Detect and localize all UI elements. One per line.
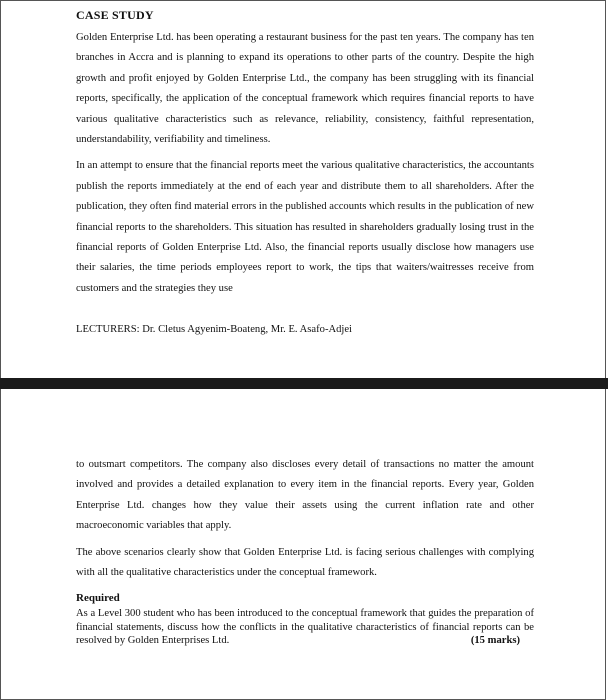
- paragraph-company-background: Golden Enterprise Ltd. has been operating a restaurant business for the past ten years. The company has ten branches in Accra and is planning to expand its operations to other parts of the country. Despite the high growth and profit enjoyed by Golden Enterprise Ltd., the company has been struggling with its financial reports, specifically, the application of the conceptual framework which requires financial reports to have various qualitative characteristics such as relevance, reliability, consistency, faithful representation, understandability, verifiability and timeliness.: [76, 32, 534, 146]
- page-divider: [0, 378, 608, 389]
- paragraph-financial-reports-issues: In an attempt to ensure that the financial reports meet the various qualitative characteristics, the accountants publish the reports immediately at the end of each year and distribute them to all shareholders. After the publication, they often find material errors in the published accounts which results in the publication of new financial reports to the shareholders. This situation has resulted in shareholders gradually losing trust in the financial reports of Golden Enterprise Ltd. Also, the financial reports usually disclose how managers use their salaries, the time periods employees report to work, the tips that waiters/waitresses receive from customers and the strategies they use: [76, 160, 534, 294]
- question-text: [76, 607, 534, 648]
- required-heading: Required: [76, 592, 120, 605]
- marks-label: (15 marks): [470, 635, 520, 647]
- question-body: As a Level 300 student who has been introduced to the conceptual framework that guides the preparation of financial statements, discuss how the conflicts in the qualitative characteristics of financial reports can be resolved by Golden Enterprises Ltd.: [76, 608, 534, 647]
- paragraph-challenges-summary: The above scenarios clearly show that Golden Enterprise Ltd. is facing serious challenges with complying with all the qualitative characteristics under the conceptual framework.: [76, 546, 534, 579]
- document-page-bottom: [0, 389, 606, 700]
- case-study-title: CASE STUDY: [76, 8, 154, 22]
- case-study-section: [76, 7, 534, 338]
- paragraph-disclosure-details: to outsmart competitors. The company also discloses every detail of transactions no matter the amount involved and provides a detailed explanation to every item in the financial reports. Every year, Golden Enterprise Ltd. changes how they value their assets using the current inflation rate and other macroeconomic variables that apply.: [76, 459, 534, 532]
- continuation-section: [76, 455, 534, 648]
- lecturers-line: LECTURERS: Dr. Cletus Agyenim-Boateng, Mr. E. Asafo-Adjei: [76, 324, 353, 336]
